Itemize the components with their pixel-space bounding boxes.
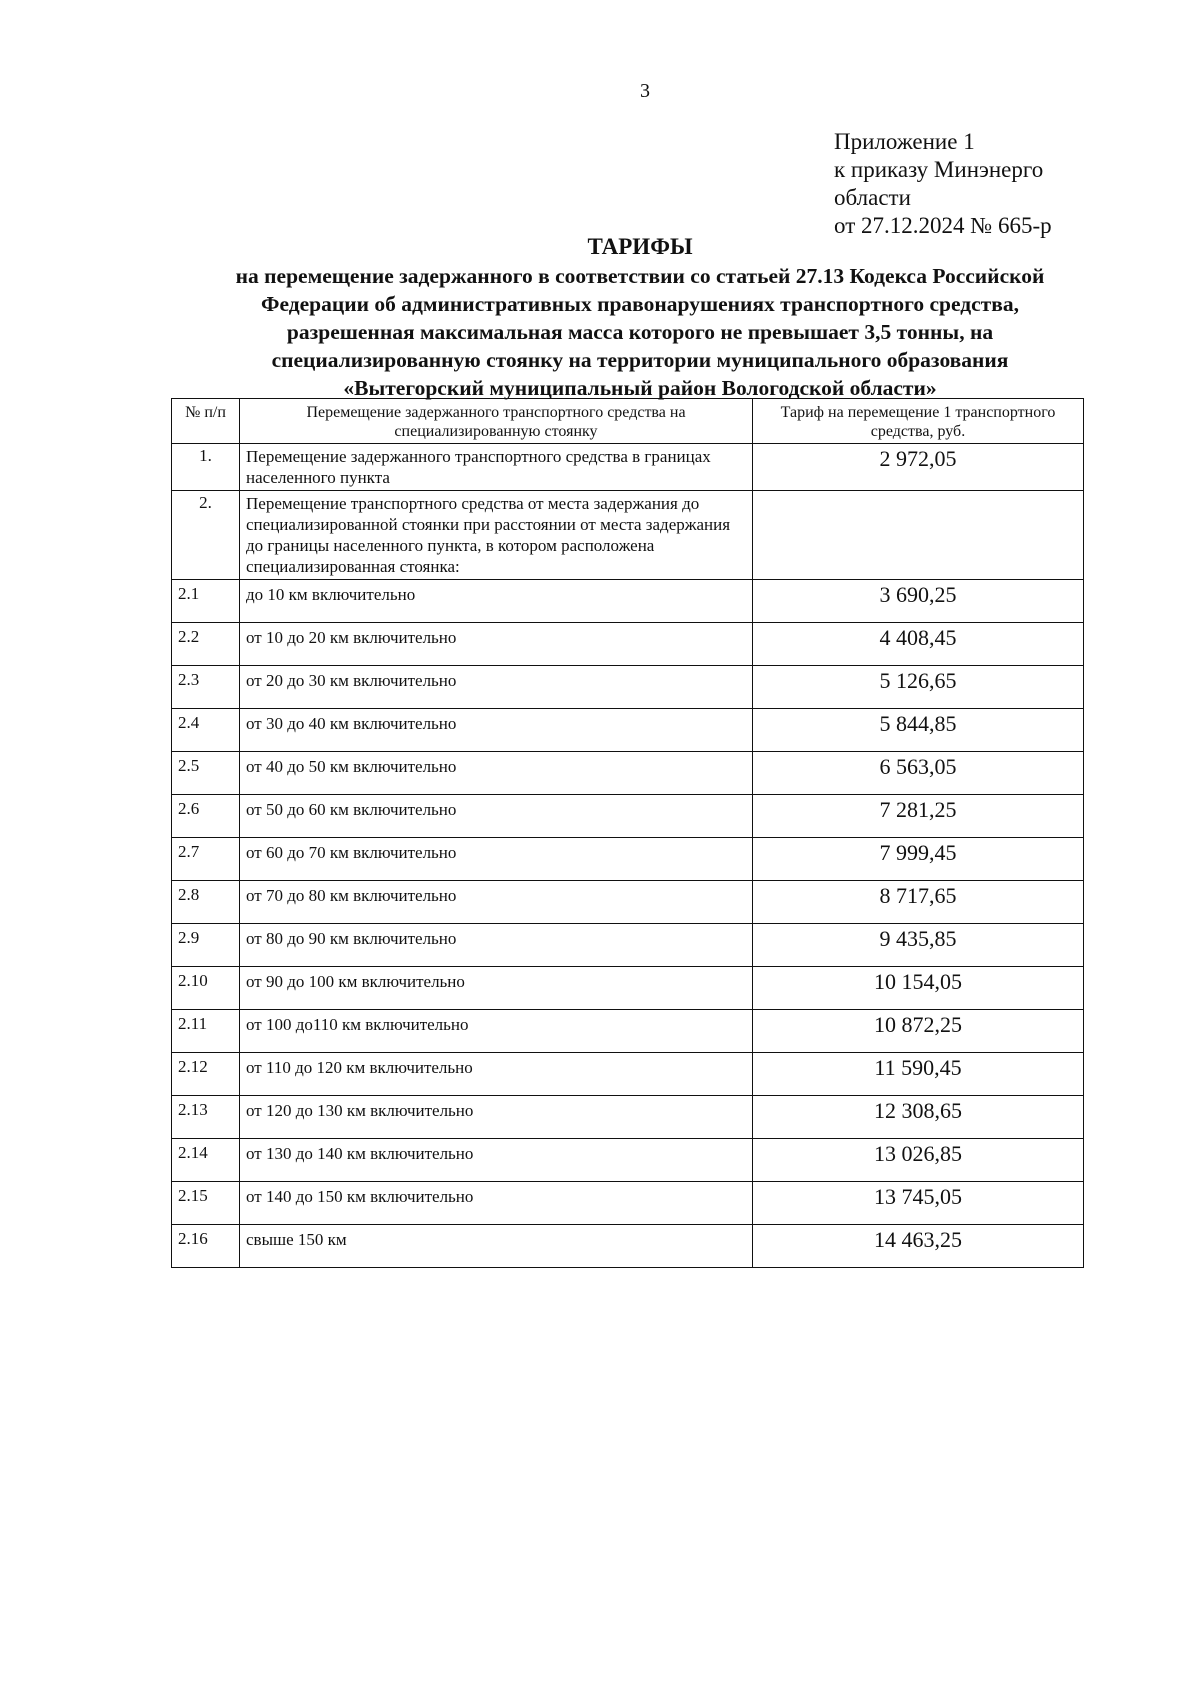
table-row <box>172 838 1084 881</box>
row-tariff <box>753 491 1084 580</box>
row-tariff: 5 844,85 <box>753 709 1084 752</box>
row-description: от 140 до 150 км включительно <box>240 1182 753 1225</box>
row-description: от 20 до 30 км включительно <box>240 666 753 709</box>
row-tariff: 10 872,25 <box>753 1010 1084 1053</box>
table-row <box>172 623 1084 666</box>
table-row <box>172 1225 1084 1268</box>
row-tariff: 2 972,05 <box>753 444 1084 491</box>
appendix-line: Приложение 1 <box>834 129 975 154</box>
subtitle-line: специализированную стоянку на территории муниципального образования <box>271 348 1009 372</box>
row-tariff: 5 126,65 <box>753 666 1084 709</box>
table-row <box>172 709 1084 752</box>
row-number: 2. <box>172 491 240 580</box>
row-description: свыше 150 км <box>240 1225 753 1268</box>
row-tariff: 11 590,45 <box>753 1053 1084 1096</box>
row-number: 2.8 <box>172 881 240 924</box>
row-number: 2.1 <box>172 580 240 623</box>
row-description: от 10 до 20 км включительно <box>240 623 753 666</box>
row-number: 2.10 <box>172 967 240 1010</box>
header-number: № п/п <box>172 399 240 444</box>
row-description: от 130 до 140 км включительно <box>240 1139 753 1182</box>
row-description: Перемещение транспортного средства от места задержания до специализированной стоянки при расстоянии от места задержания до границы населенного пункта, в котором расположена специализированная стоянка: <box>240 491 753 580</box>
table-row <box>172 752 1084 795</box>
table-row <box>172 967 1084 1010</box>
table-row <box>172 1010 1084 1053</box>
row-description: от 90 до 100 км включительно <box>240 967 753 1010</box>
document-title: ТАРИФЫ <box>587 234 693 259</box>
table-row <box>172 795 1084 838</box>
row-number: 2.5 <box>172 752 240 795</box>
row-tariff: 3 690,25 <box>753 580 1084 623</box>
row-number: 2.2 <box>172 623 240 666</box>
document-subtitle <box>130 262 1150 402</box>
row-number: 2.3 <box>172 666 240 709</box>
page-number: 3 <box>640 80 650 102</box>
row-tariff: 4 408,45 <box>753 623 1084 666</box>
row-tariff: 9 435,85 <box>753 924 1084 967</box>
row-tariff: 12 308,65 <box>753 1096 1084 1139</box>
subtitle-line: «Вытегорский муниципальный район Вологодской области» <box>343 376 937 400</box>
subtitle-line: на перемещение задержанного в соответствии со статьей 27.13 Кодекса Российской <box>235 264 1045 288</box>
row-description: от 40 до 50 км включительно <box>240 752 753 795</box>
table-row <box>172 881 1084 924</box>
row-description: от 120 до 130 км включительно <box>240 1096 753 1139</box>
row-number: 2.9 <box>172 924 240 967</box>
row-number: 2.4 <box>172 709 240 752</box>
row-description: от 70 до 80 км включительно <box>240 881 753 924</box>
row-description: от 50 до 60 км включительно <box>240 795 753 838</box>
row-description: от 30 до 40 км включительно <box>240 709 753 752</box>
row-number: 2.7 <box>172 838 240 881</box>
subtitle-line: разрешенная максимальная масса которого не превышает 3,5 тонны, на <box>286 320 994 344</box>
row-tariff: 7 999,45 <box>753 838 1084 881</box>
row-description: от 110 до 120 км включительно <box>240 1053 753 1096</box>
tariffs-table <box>171 398 1084 1268</box>
row-tariff: 14 463,25 <box>753 1225 1084 1268</box>
row-description: от 60 до 70 км включительно <box>240 838 753 881</box>
row-tariff: 7 281,25 <box>753 795 1084 838</box>
table-row <box>172 1053 1084 1096</box>
table-row <box>172 580 1084 623</box>
row-description: Перемещение задержанного транспортного средства в границах населенного пункта <box>240 444 753 491</box>
row-tariff: 10 154,05 <box>753 967 1084 1010</box>
row-number: 2.11 <box>172 1010 240 1053</box>
row-number: 2.6 <box>172 795 240 838</box>
appendix-reference <box>834 128 1052 240</box>
row-number: 2.14 <box>172 1139 240 1182</box>
row-number: 2.12 <box>172 1053 240 1096</box>
appendix-line: области <box>834 185 911 210</box>
header-tariff: Тариф на перемещение 1 транспортного средства, руб. <box>753 399 1084 444</box>
appendix-line: от 27.12.2024 № 665-р <box>834 213 1052 238</box>
table-row <box>172 491 1084 580</box>
row-number: 2.13 <box>172 1096 240 1139</box>
row-description: от 80 до 90 км включительно <box>240 924 753 967</box>
row-number: 2.16 <box>172 1225 240 1268</box>
header-description: Перемещение задержанного транспортного средства на специализированную стоянку <box>240 399 753 444</box>
row-tariff: 6 563,05 <box>753 752 1084 795</box>
appendix-line: к приказу Минэнерго <box>834 157 1044 182</box>
table-row <box>172 444 1084 491</box>
table-row <box>172 666 1084 709</box>
row-tariff: 13 026,85 <box>753 1139 1084 1182</box>
row-number: 1. <box>172 444 240 491</box>
table-row <box>172 1139 1084 1182</box>
table-row <box>172 924 1084 967</box>
row-number: 2.15 <box>172 1182 240 1225</box>
table-header-row <box>172 399 1084 444</box>
row-tariff: 13 745,05 <box>753 1182 1084 1225</box>
table-row <box>172 1096 1084 1139</box>
subtitle-line: Федерации об административных правонарушениях транспортного средства, <box>261 292 1019 316</box>
row-description: до 10 км включительно <box>240 580 753 623</box>
table-row <box>172 1182 1084 1225</box>
row-description: от 100 до110 км включительно <box>240 1010 753 1053</box>
row-tariff: 8 717,65 <box>753 881 1084 924</box>
